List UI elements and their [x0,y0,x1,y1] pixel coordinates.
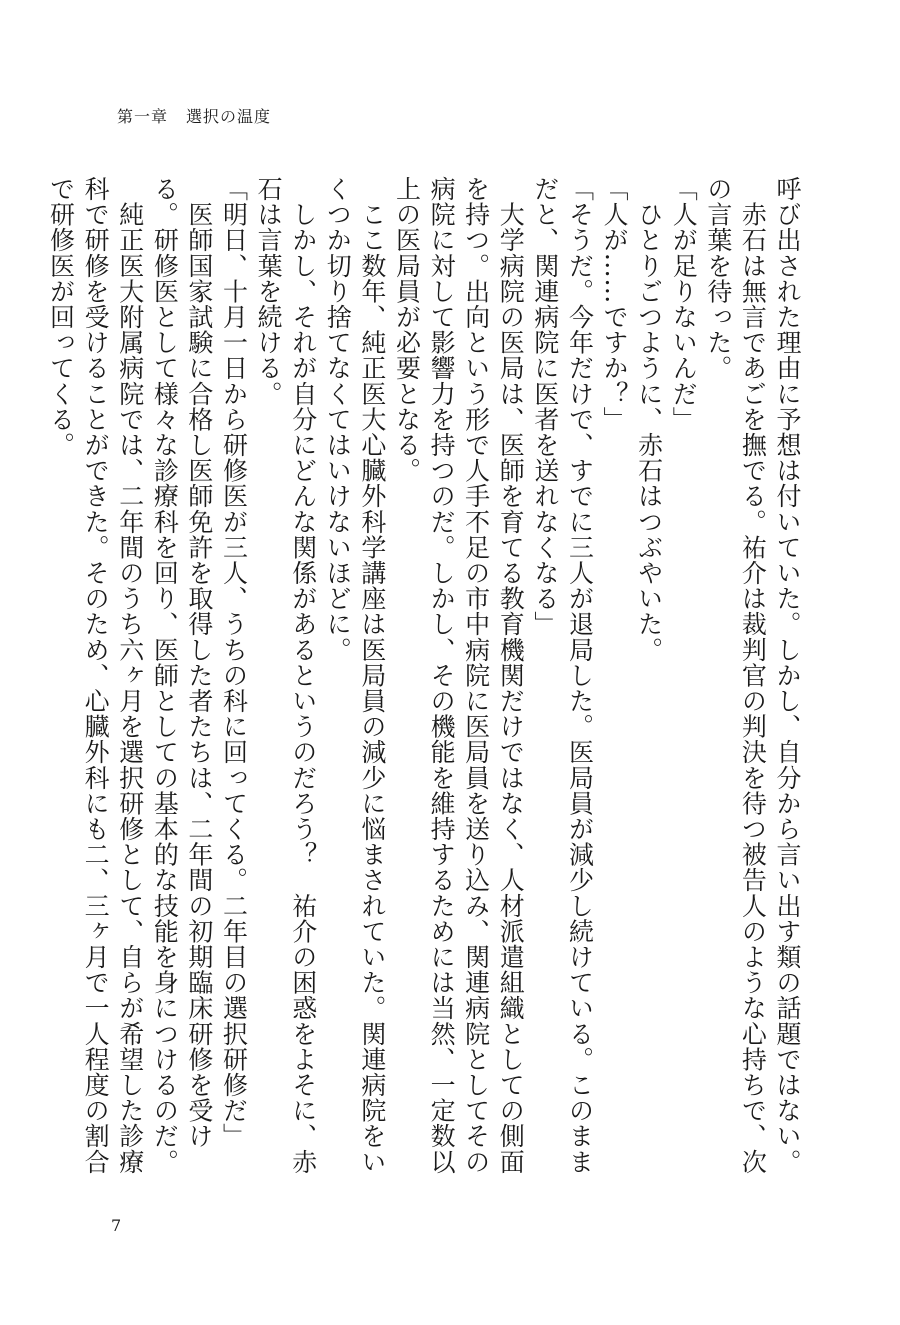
dialogue-line: 「人が足りないんだ」 [669,176,699,432]
dialogue-line: 「明日、十月一日から研修医が三人、うちの科に回ってくる。二年目の選択研修だ」 [219,176,249,1149]
running-head [117,104,271,127]
page-number: 7 [111,1216,122,1235]
dialogue-line: 「そうだ。今年だけで、すでに三人が退局した。医局員が減少し続けている。このままだと、関連病院に医者を送れなくなる」 [530,176,595,1175]
paragraph: ここ数年、純正医大心臓外科学講座は医局員の減少に悩まされていた。関連病院をいくつか切り捨てなくてはいけないほどに。 [323,176,387,1175]
body-text [46,176,804,1186]
dialogue-line: 「人が……ですか？」 [600,176,630,432]
paragraph: 赤石は無言であごを撫でる。祐介は裁判官の判決を待つ被告人のような心持ちで、次の言葉を待った。 [703,176,768,1175]
paragraph: 大学病院の医局は、医師を育てる教育機関だけではなく、人材派遣組織としての側面を持つ。出向という形で人手不足の市中病院に医局員を送り込み、関連病院としてその病院に対して影響力を持つのだ。しかし、その機能を維持するためには当然、一定数以上の医局員が必要となる。 [392,176,526,1175]
paragraph: 医師国家試験に合格し医師免許を取得した者たちは、二年間の初期臨床研修を受ける。研修医として様々な診療科を回り、医師としての基本的な技能を身につけるのだ。 [150,176,214,1175]
paragraph: 呼び出された理由に予想は付いていた。しかし、自分から言い出す類の話題ではない。 [773,176,802,1175]
paragraph: ひとりごつように、赤石はつぶやいた。 [634,176,664,663]
chapter-number: 第一章 [117,107,169,126]
paragraph: 純正医大附属病院では、二年間のうち六ヶ月を選択研修として、自らが希望した診療科で研修を受けることができた。そのため、心臓外科にも二、三ヶ月で一人程度の割合で研修医が回ってくる。 [46,176,145,1175]
paragraph: しかし、それが自分にどんな関係があるというのだろう？ 祐介の困惑をよそに、赤石は言葉を続ける。 [254,176,318,1175]
chapter-title: 選択の温度 [186,107,272,126]
